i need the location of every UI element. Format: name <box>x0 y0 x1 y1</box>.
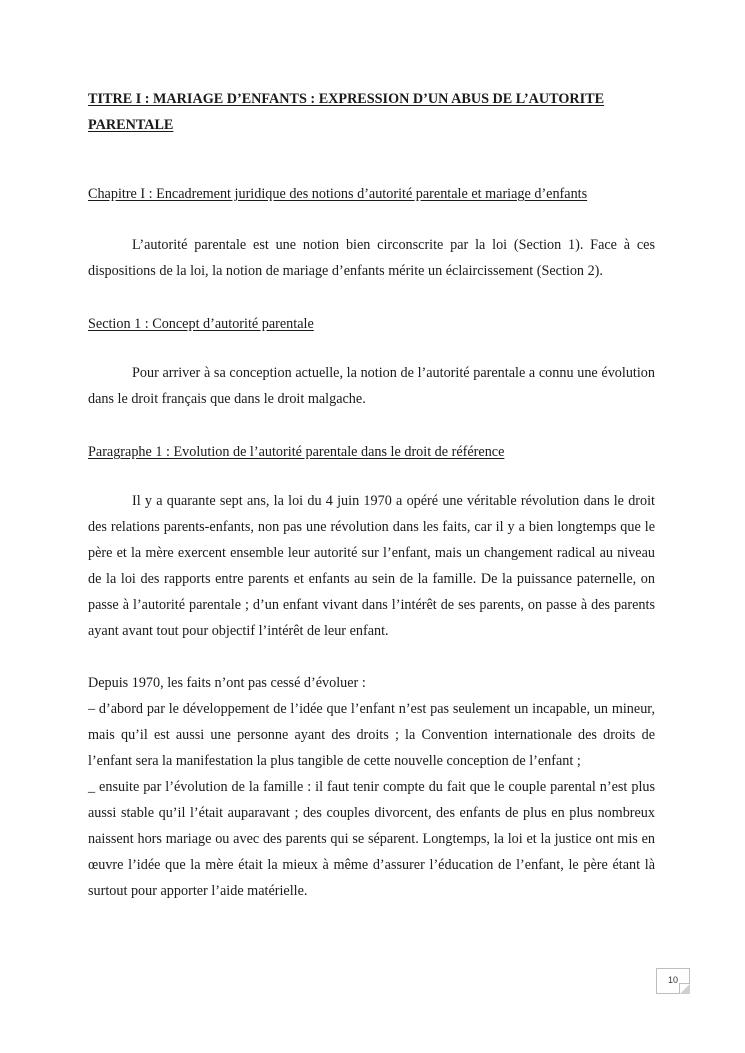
chapter-intro-paragraph: L’autorité parentale est une notion bien circonscrite par la loi (Section 1). Face à ces dispositions de la loi, la notion de mariage d’enfants mérite un éclaircissement (Section 2). <box>88 237 655 279</box>
page-number: 10 <box>667 975 678 985</box>
page-number-badge <box>656 968 690 994</box>
paragraph-body: Il y a quarante sept ans, la loi du 4 juin 1970 a opéré une véritable révolution dans le droit des relations parents-enfants, non pas une révolution dans les faits, car il y a bien longtemps que le père et la mère exercent ensemble leur autorité sur l’enfant, mais un changement radical au niveau de la loi des rapports entre parents et enfants au sein de la famille. De la puissance paternelle, on passe à l’autorité parentale ; d’un enfant vivant dans l’intérêt de ses parents, on passe à des parents ayant avant tout pour objectif l’intérêt de leur enfant. <box>88 493 655 639</box>
document-title: TITRE I : MARIAGE D’ENFANTS : EXPRESSION D’UN ABUS DE L’AUTORITE PARENTALE <box>88 91 605 133</box>
section-heading: Section 1 : Concept d’autorité parentale <box>88 316 314 332</box>
chapter-heading: Chapitre I : Encadrement juridique des notions d’autorité parentale et mariage d’enfants <box>88 186 588 202</box>
paragraph-heading: Paragraphe 1 : Evolution de l’autorité parentale dans le droit de référence <box>88 444 505 460</box>
section-intro-paragraph: Pour arriver à sa conception actuelle, la notion de l’autorité parentale a connu une évolution dans le droit français que dans le droit malgache. <box>88 365 655 407</box>
page-curl-icon <box>679 983 690 994</box>
since-1970-line: Depuis 1970, les faits n’ont pas cessé d’évoluer : <box>88 675 366 691</box>
list-item-1: – d’abord par le développement de l’idée que l’enfant n’est pas seulement un incapable, un mineur, mais qu’il est aussi une personne ayant des droits ; la Convention internationale des droits de l’enfant sera la manifestation la plus tangible de cette nouvelle conception de l’enfant ; <box>88 701 655 769</box>
list-item-2: _ ensuite par l’évolution de la famille : il faut tenir compte du fait que le couple parental n’est plus aussi stable qu’il l’était auparavant ; des couples divorcent, des enfants de plus en plus nombreux naissent hors mariage ou avec des parents qui se séparent. Longtemps, la loi et la justice ont mis en œuvre l’idée que la mère était la mieux à même d’assurer l’éducation de l’enfant, le père étant là surtout pour apporter l’aide matérielle. <box>88 779 655 899</box>
evolution-list <box>88 670 655 904</box>
